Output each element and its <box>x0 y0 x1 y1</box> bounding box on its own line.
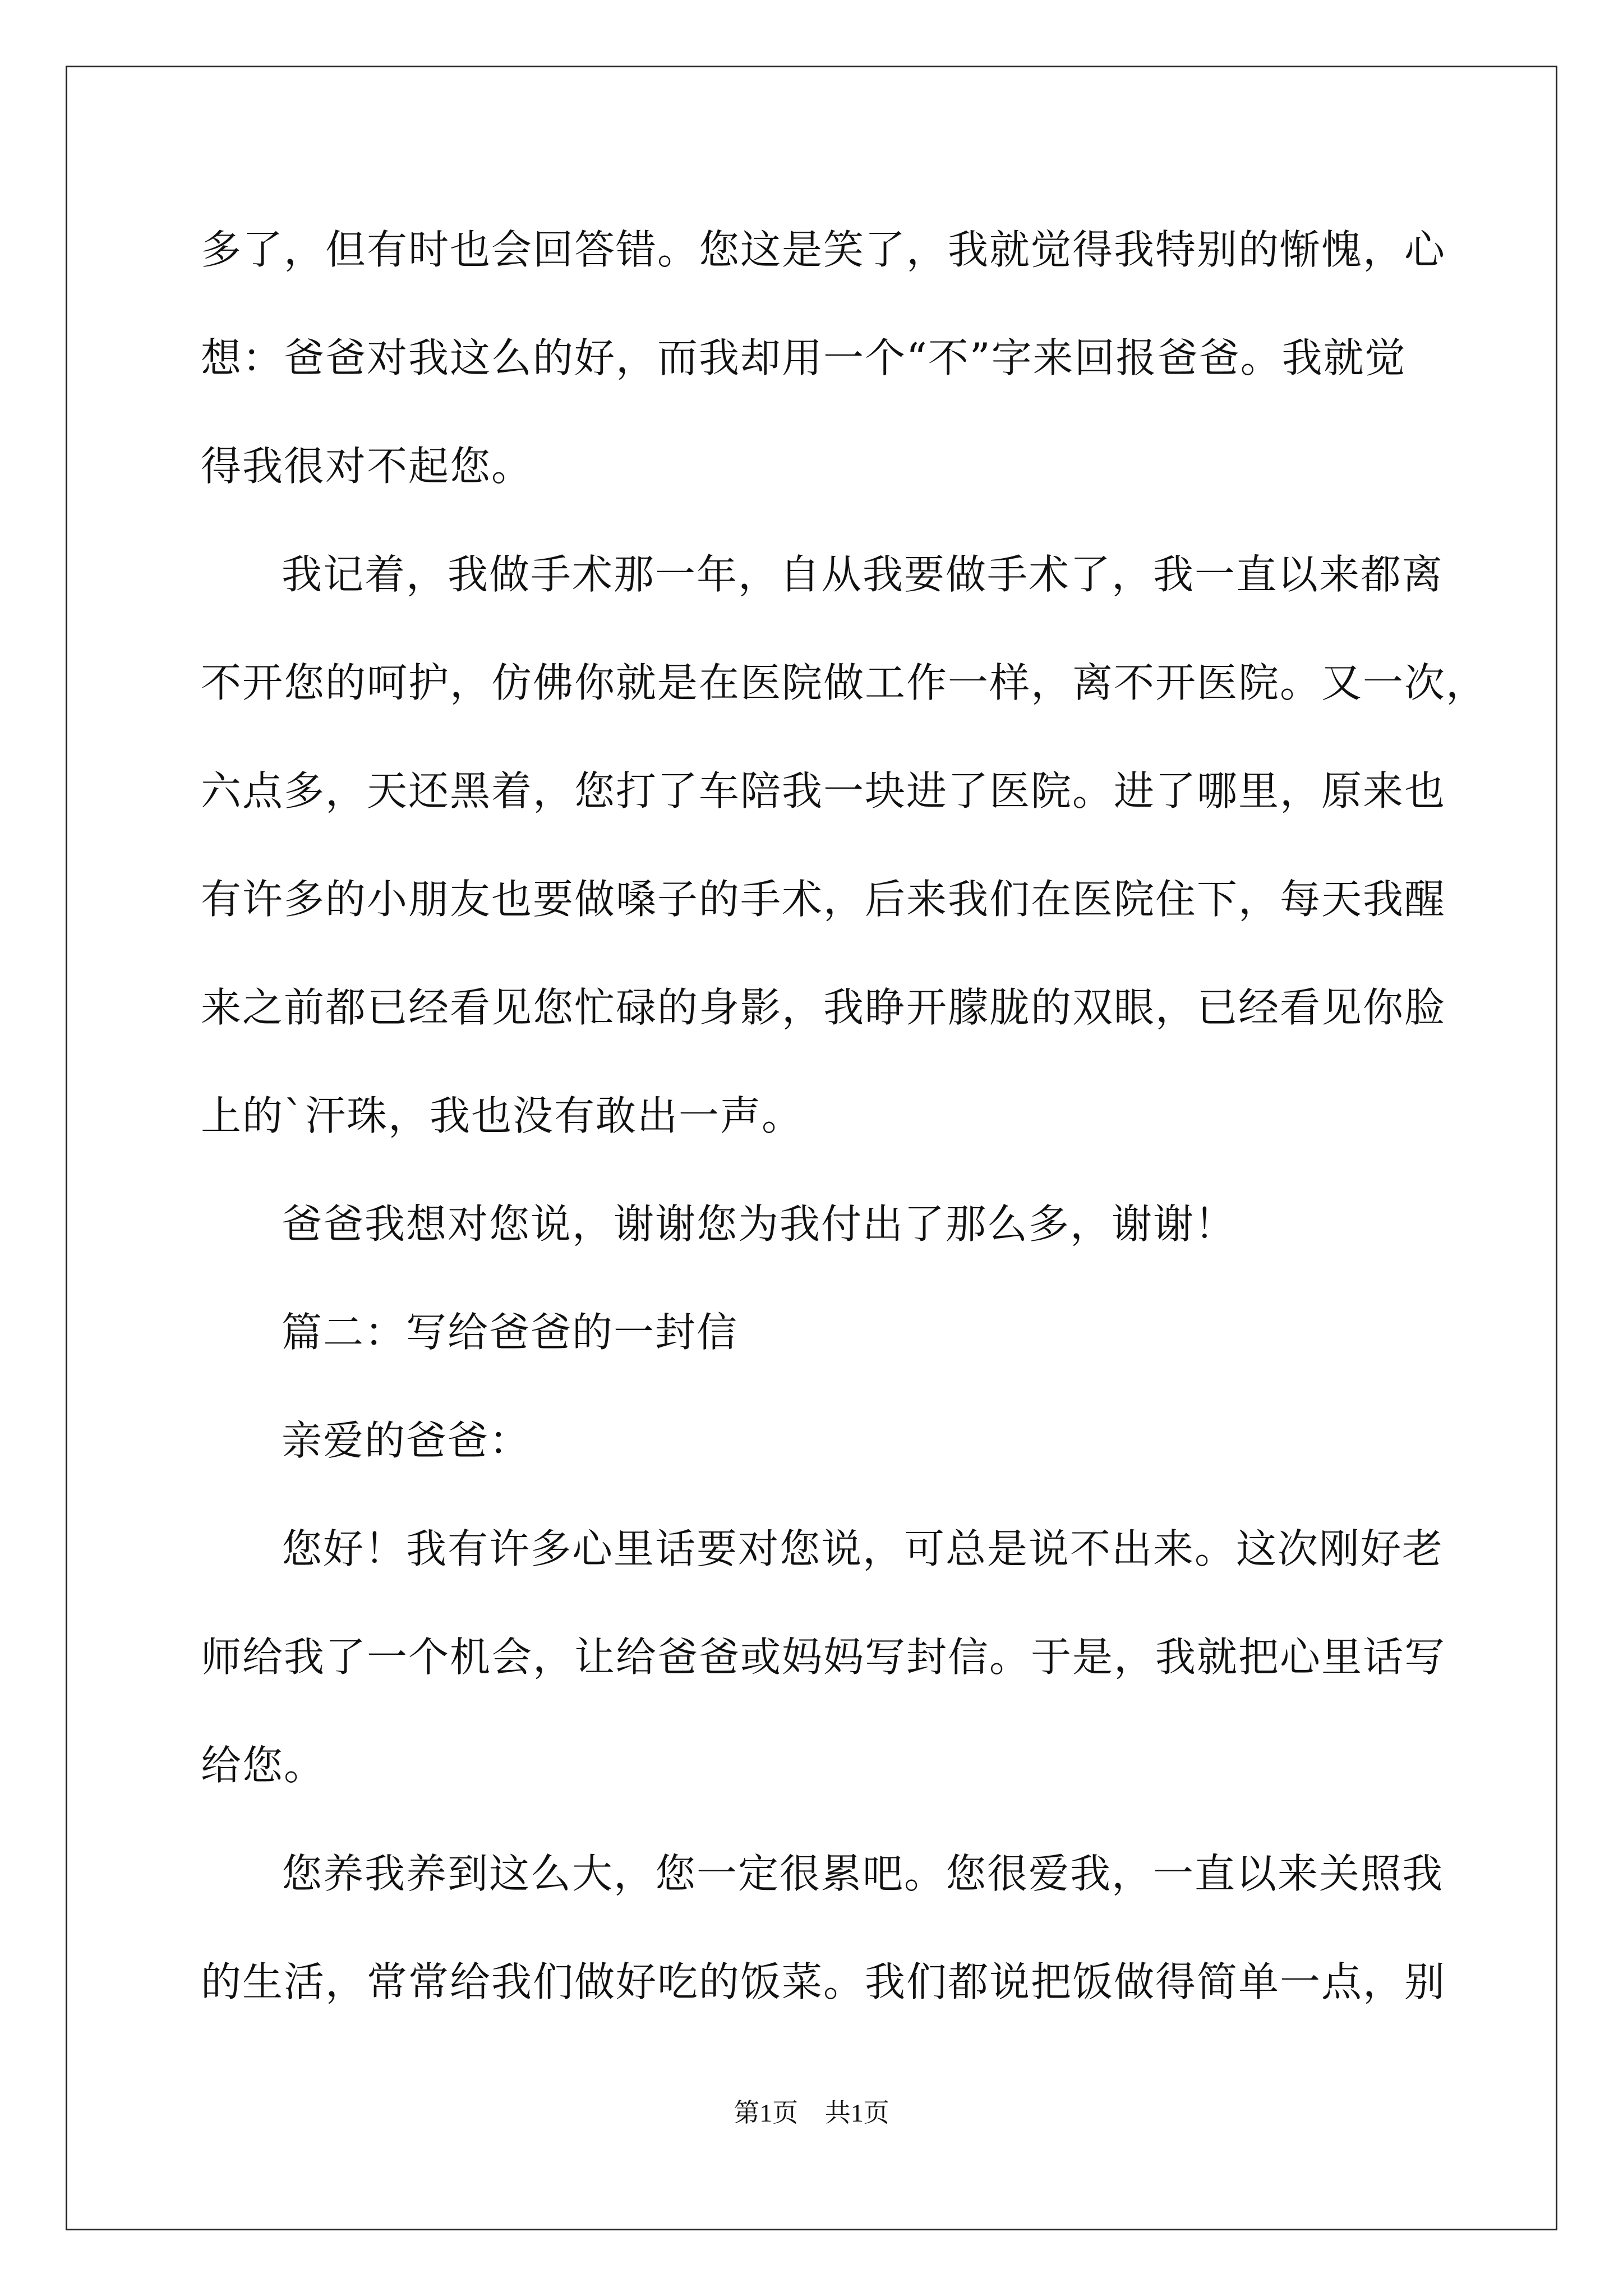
text-line: 的生活，常常给我们做好吃的饭菜。我们都说把饭做得简单一点，别 <box>201 1958 1446 2005</box>
text-line: 得我很对不起您。 <box>201 443 533 490</box>
text-line: 上的`汗珠，我也没有敢出一声。 <box>201 1092 804 1139</box>
page-footer <box>0 2096 1623 2130</box>
letter-salutation: 亲爱的爸爸： <box>282 1417 531 1464</box>
text-line: 给您。 <box>201 1742 326 1789</box>
page-number-current: 第1页 <box>734 2099 799 2127</box>
paragraph-start-line: 您养我养到这么大，您一定很累吧。您很爱我，一直以来关照我 <box>282 1850 1444 1897</box>
text-line: 六点多，天还黑着，您打了车陪我一块进了医院。进了哪里，原来也 <box>201 767 1446 815</box>
paragraph-start-line: 您好！我有许多心里话要对您说，可总是说不出来。这次刚好老 <box>282 1525 1444 1572</box>
paragraph-start-line: 我记着，我做手术那一年，自从我要做手术了，我一直以来都离 <box>282 551 1444 598</box>
text-line: 来之前都已经看见您忙碌的身影，我睁开朦胧的双眼，已经看见你脸 <box>201 984 1446 1031</box>
text-line: 想：爸爸对我这么的好，而我却用一个“不”字来回报爸爸。我就觉 <box>201 334 1407 381</box>
text-line: 有许多的小朋友也要做嗓子的手术，后来我们在医院住下，每天我醒 <box>201 876 1446 923</box>
section-heading: 篇二：写给爸爸的一封信 <box>282 1309 739 1356</box>
text-line: 不开您的呵护，仿佛你就是在医院做工作一样，离不开医院。又一次， <box>201 659 1488 706</box>
page-number-total: 共1页 <box>824 2099 889 2127</box>
text-line: 师给我了一个机会，让给爸爸或妈妈写封信。于是，我就把心里话写 <box>201 1634 1446 1681</box>
text-line: 多了，但有时也会回答错。您这是笑了，我就觉得我特别的惭愧，心 <box>201 226 1446 273</box>
paragraph-start-line: 爸爸我想对您说，谢谢您为我付出了那么多，谢谢！ <box>282 1200 1237 1248</box>
page-border <box>66 66 1557 2230</box>
